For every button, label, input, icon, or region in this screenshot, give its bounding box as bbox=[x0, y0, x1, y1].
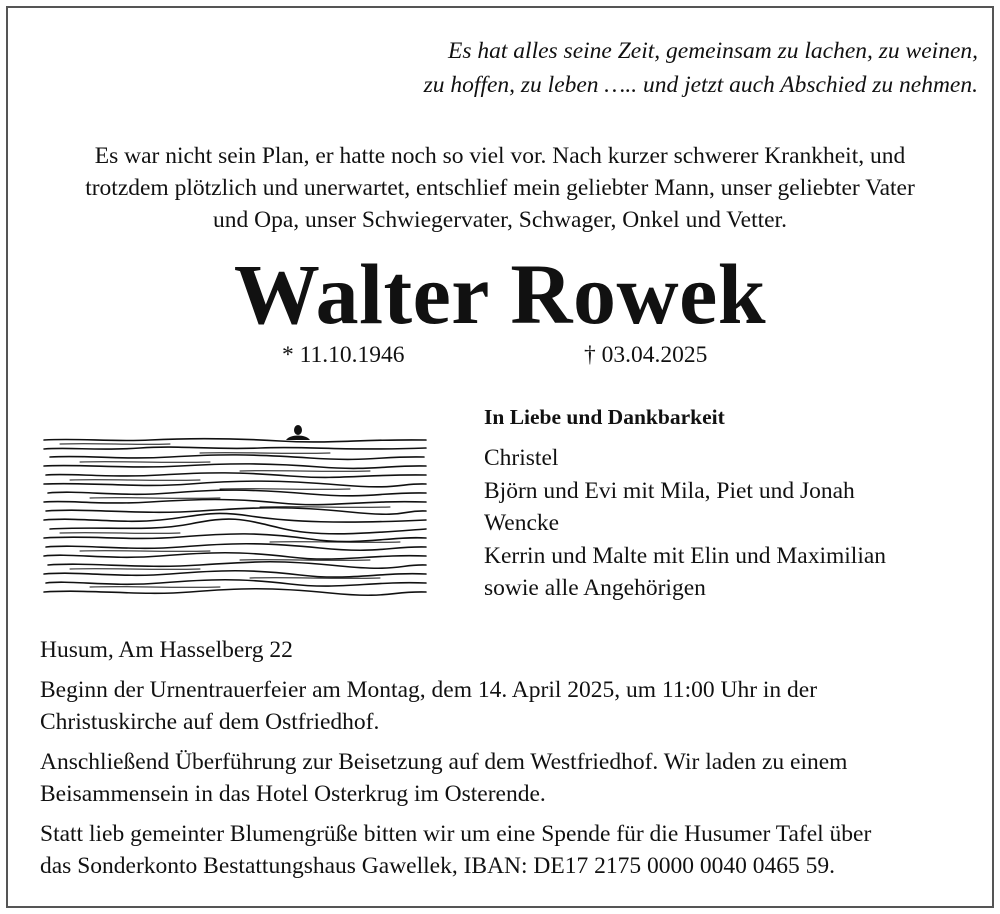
intro-line-2: trotzdem plötzlich und unerwartet, entschlief mein geliebter Mann, unser geliebter Vater bbox=[85, 175, 915, 201]
address-line: Husum, Am Hasselberg 22 bbox=[40, 637, 293, 663]
transfer-line-2: Beisammensein in das Hotel Osterkrug im Osterende. bbox=[40, 781, 546, 807]
ceremony-info bbox=[40, 674, 960, 739]
family-member: sowie alle Angehörigen bbox=[484, 575, 706, 601]
intro-line-1: Es war nicht sein Plan, er hatte noch so viel vor. Nach kurzer schwerer Krankheit, und bbox=[94, 143, 906, 169]
donation-line-1: Statt lieb gemeinter Blumengrüße bitten wir um eine Spende für die Husumer Tafel über bbox=[40, 820, 872, 847]
swimmer-in-sea-icon bbox=[40, 420, 430, 600]
ceremony-line-1: Beginn der Urnentrauerfeier am Montag, dem 14. April 2025, um 11:00 Uhr in der bbox=[40, 676, 818, 703]
intro-line-3: und Opa, unser Schwiegervater, Schwager, Onkel und Vetter. bbox=[213, 207, 787, 233]
family-member: Christel bbox=[484, 445, 559, 471]
ceremony-line-2: Christuskirche auf dem Ostfriedhof. bbox=[40, 709, 380, 735]
funeral-details bbox=[40, 634, 960, 890]
death-date: † 03.04.2025 bbox=[584, 342, 708, 368]
quote-line-2: zu hoffen, zu leben ….. und jetzt auch Abschied zu nehmen. bbox=[423, 72, 978, 98]
family-member: Björn und Evi mit Mila, Piet und Jonah bbox=[484, 477, 855, 504]
address bbox=[40, 634, 960, 667]
family-member: Kerrin und Malte mit Elin und Maximilian bbox=[484, 542, 887, 569]
intro-text bbox=[20, 140, 980, 236]
quote-line-1: Es hat alles seine Zeit, gemeinsam zu lachen, zu weinen, bbox=[448, 38, 978, 64]
donation-line-2: das Sonderkonto Bestattungshaus Gawellek, IBAN: DE17 2175 0000 0040 0465 59. bbox=[40, 853, 836, 879]
family-block bbox=[484, 402, 886, 605]
transfer-info bbox=[40, 746, 960, 811]
transfer-line-1: Anschließend Überführung zur Beisetzung auf dem Westfriedhof. Wir laden zu einem bbox=[40, 748, 848, 775]
family-member: Wencke bbox=[484, 510, 560, 536]
deceased-name: Walter Rowek bbox=[233, 246, 767, 342]
donation-info bbox=[40, 818, 960, 883]
quote bbox=[424, 34, 978, 102]
family-heading: In Liebe und Dankbarkeit bbox=[484, 405, 725, 429]
birth-date: * 11.10.1946 bbox=[282, 342, 405, 368]
